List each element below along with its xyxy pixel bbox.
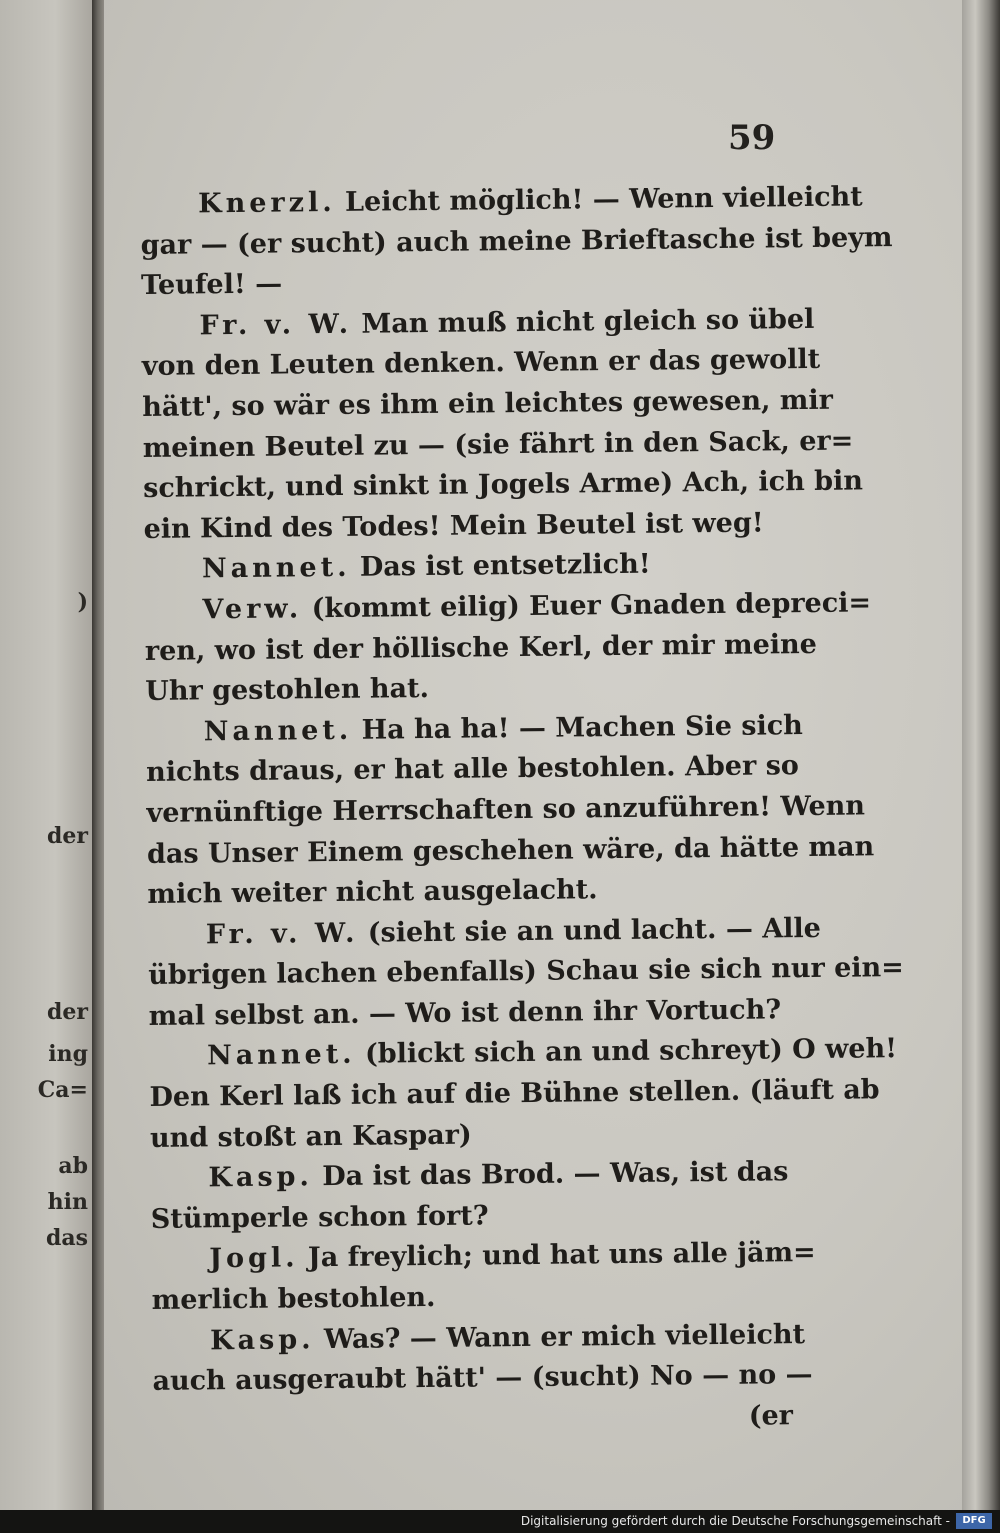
text-line: [143, 462, 864, 510]
book-gutter: [92, 0, 104, 1510]
left-page-fragment: der: [47, 823, 88, 849]
line-text: von den Leuten denken. Wenn er das gewollt: [141, 344, 821, 383]
text-line: [148, 949, 905, 997]
text-line: [147, 868, 807, 916]
text-line: [152, 1355, 812, 1403]
line-text: merlich bestohlen.: [151, 1281, 436, 1316]
left-page-fragment: ab: [58, 1153, 88, 1179]
line-text: schrickt, und sinkt in Jogels Arme) Ach, ich bin: [143, 465, 864, 505]
line-text: vernünftige Herrschaften so anzuführen! Wenn: [146, 790, 866, 829]
text-line: [150, 1152, 810, 1200]
text-line: [150, 1112, 810, 1160]
line-text: (kommt eilig) Euer Gnaden depreci=: [302, 587, 872, 625]
text-line: [143, 503, 803, 551]
line-text: Was? — Wann er mich vielleicht: [314, 1318, 806, 1355]
line-text: Stümperle schon fort?: [150, 1200, 489, 1235]
text-line: [142, 381, 834, 429]
text-line: [148, 909, 822, 957]
text-line: [146, 746, 806, 794]
line-text: gar — (er sucht) auch meine Brieftasche ist beym: [140, 221, 893, 261]
catchword-line: [153, 1396, 813, 1444]
left-page-fragment: das: [45, 1225, 88, 1251]
line-text: Man muß nicht gleich so übel: [351, 303, 815, 340]
line-text: Den Kerl laß ich auf die Bühne stellen. (läuft ab: [149, 1074, 880, 1114]
line-text: Ha ha ha! — Machen Sie sich: [352, 709, 803, 746]
text-line: [141, 259, 801, 307]
speaker-name: Verw.: [202, 593, 303, 626]
catchword: (er: [748, 1400, 794, 1432]
line-text: ein Kind des Todes! Mein Beutel ist weg!: [143, 507, 764, 545]
text-line: [149, 1031, 898, 1079]
line-text: Leicht möglich! — Wenn vielleicht: [335, 181, 863, 218]
line-text: übrigen lachen ebenfalls) Schau sie sich nur ein=: [148, 952, 905, 992]
speaker-name: Kasp.: [209, 1323, 315, 1356]
text-line: [140, 219, 893, 267]
speaker-name: Nannet.: [203, 714, 353, 748]
line-text: hätt', so wär es ihm ein leichtes gewesen, mir: [142, 384, 834, 423]
left-page-fragment: ): [77, 589, 88, 615]
speaker-name: Kasp.: [208, 1161, 314, 1194]
text-line: [144, 625, 818, 673]
text-line: [149, 990, 809, 1038]
text-line: [149, 1071, 880, 1119]
line-text: auch ausgeraubt hätt' — (sucht) No — no —: [152, 1359, 813, 1398]
text-line: [146, 787, 866, 835]
page-edge: [962, 0, 1000, 1510]
line-text: mich weiter nicht ausgelacht.: [147, 874, 598, 911]
speaker-name: Jogl.: [209, 1242, 299, 1275]
line-text: Das ist entsetzlich!: [350, 549, 651, 584]
line-text: (blickt sich an und schreyt) O weh!: [355, 1033, 898, 1071]
text-line: [144, 584, 872, 632]
text-line: [141, 300, 815, 348]
text-line: [141, 340, 821, 388]
line-text: meinen Beutel zu — (sie fährt in den Sack, er=: [142, 425, 854, 464]
speaker-name: Fr. v. W.: [199, 308, 353, 342]
dfg-logo: DFG: [956, 1513, 992, 1529]
left-page-fragment: ing: [48, 1041, 88, 1067]
footer-bar: [0, 1510, 1000, 1533]
text-line: [152, 1315, 812, 1363]
speaker-name: Nannet.: [206, 1039, 356, 1072]
line-text: Teufel! —: [140, 268, 283, 302]
text-line: [151, 1193, 811, 1241]
text-line: [140, 178, 863, 226]
line-text: (sieht sie an und lacht. — Alle: [358, 912, 822, 949]
line-text: nichts draus, er hat alle bestohlen. Aber so: [145, 750, 800, 789]
text-line: [151, 1233, 816, 1281]
text-line: [142, 422, 854, 470]
line-text: ren, wo ist der höllische Kerl, der mir meine: [144, 628, 818, 667]
line-text: das Unser Einem geschehen wäre, da hätte man: [146, 830, 875, 870]
text-line: [146, 706, 806, 754]
text-line: [144, 543, 804, 591]
speaker-name: Fr. v. W.: [205, 917, 359, 951]
line-text: Ja freylich; und hat uns alle jäm=: [298, 1237, 816, 1274]
line-text: und stoßt an Kaspar): [149, 1119, 472, 1154]
left-page-fragment: hin: [47, 1189, 88, 1215]
text-line: [146, 828, 875, 876]
text-line: [145, 665, 805, 713]
page-text: [140, 178, 905, 1443]
page-number: 59: [728, 118, 776, 158]
line-text: Da ist das Brod. — Was, ist das: [312, 1156, 789, 1193]
text-line: [151, 1274, 811, 1322]
line-text: Uhr gestohlen hat.: [145, 673, 430, 708]
left-page-margin: [0, 0, 92, 1510]
speaker-name: Nannet.: [201, 552, 351, 585]
speaker-name: Knerzl.: [198, 186, 336, 220]
left-page-fragment: Ca=: [37, 1077, 88, 1103]
left-page-fragment: der: [47, 999, 88, 1025]
footer-credit: Digitalisierung gefördert durch die Deutsche Forschungsgemeinschaft -: [520, 1514, 950, 1528]
line-text: mal selbst an. — Wo ist denn ihr Vortuch?: [148, 994, 782, 1032]
